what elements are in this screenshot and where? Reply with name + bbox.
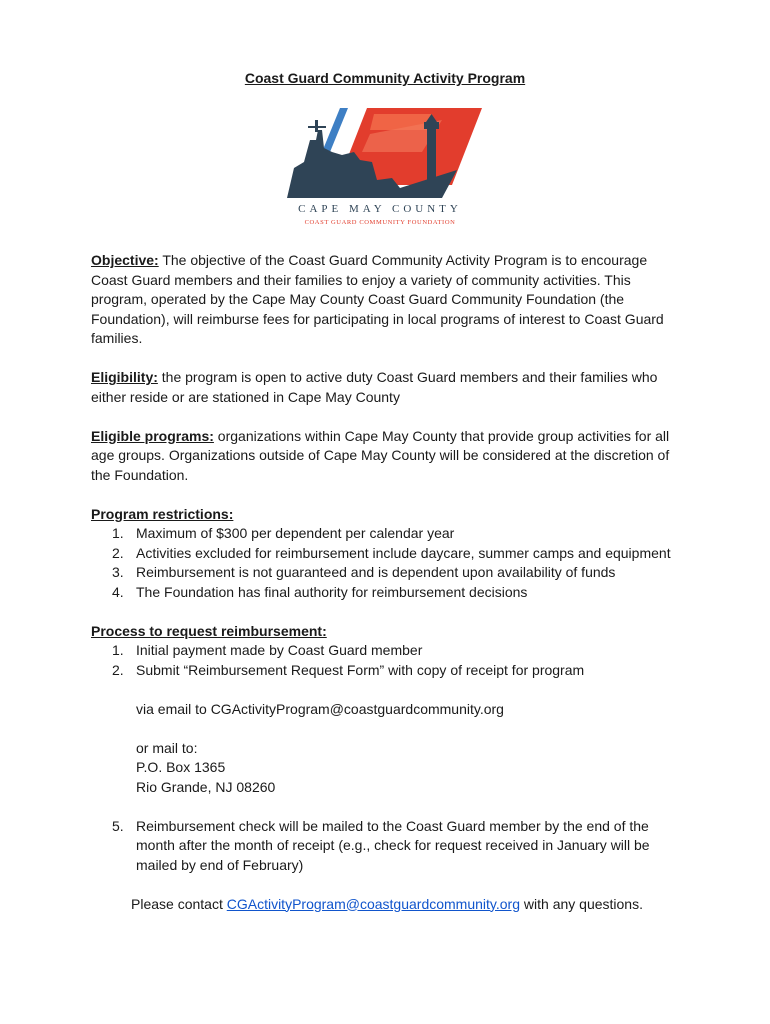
logo-blue-stripe xyxy=(322,108,348,152)
contact-suffix: with any questions. xyxy=(520,895,643,912)
page-title: Coast Guard Community Activity Program xyxy=(244,70,526,86)
restrictions-heading: Program restrictions: xyxy=(91,505,234,522)
email-instruction: via email to CGActivityProgram@coastguardcommunity.org xyxy=(136,700,504,717)
list-number: 2. xyxy=(112,661,124,678)
list-number: 4. xyxy=(112,583,124,600)
list-item xyxy=(91,524,681,544)
objective-text: The objective of the Coast Guard Community Activity Program is to encourage Coast Guard members and their families to enjoy a variety of community activities. This program, operated by the Cape May County Coast Guard Community Foundation (the Foundation), will reimburse fees for participating in local programs of interest to Coast Guard families. xyxy=(91,252,664,346)
logo-lighthouse xyxy=(427,128,436,188)
list-item xyxy=(91,817,681,876)
address-line-2: Rio Grande, NJ 08260 xyxy=(136,778,276,795)
eligibility-label: Eligibility: xyxy=(91,369,158,385)
process-section xyxy=(91,622,681,876)
list-text: Activities excluded for reimbursement include daycare, summer camps and equipment xyxy=(136,544,671,561)
list-number: 2. xyxy=(112,544,124,561)
process-list xyxy=(91,641,681,680)
list-item xyxy=(91,563,681,583)
mail-intro: or mail to: xyxy=(136,739,198,756)
eligibility-text: the program is open to active duty Coast Guard members and their families who either reside or are stationed in Cape May County xyxy=(91,369,658,405)
contact-line xyxy=(91,895,681,915)
cape-may-logo xyxy=(282,100,482,228)
list-number: 1. xyxy=(112,525,124,541)
list-text: The Foundation has final authority for reimbursement decisions xyxy=(136,583,528,600)
list-text: Reimbursement check will be mailed to the Coast Guard member by the end of the month after the month of receipt (e.g., check for request received in January will be mailed by end of February) xyxy=(136,817,650,873)
list-text: Initial payment made by Coast Guard member xyxy=(136,642,423,658)
list-item xyxy=(91,583,681,603)
process-heading: Process to request reimbursement: xyxy=(91,622,327,639)
list-item xyxy=(91,661,681,681)
list-number: 1. xyxy=(112,642,124,658)
objective-label: Objective: xyxy=(91,252,159,268)
list-item xyxy=(91,641,681,661)
list-text: Submit “Reimbursement Request Form” with copy of receipt for program xyxy=(136,661,585,678)
eligible-programs-text: organizations within Cape May County that provide group activities for all age groups. Organizations outside of Cape May County will be considered at the discretion of the Foundation. xyxy=(91,427,670,483)
restrictions-list xyxy=(91,524,681,602)
list-text: Maximum of $300 per dependent per calendar year xyxy=(136,525,455,541)
contact-prefix: Please contact xyxy=(131,895,227,912)
list-number: 5. xyxy=(112,817,124,834)
document-body xyxy=(91,251,681,914)
contact-email-link[interactable]: CGActivityProgram@coastguardcommunity.org xyxy=(226,895,521,912)
list-number: 3. xyxy=(112,564,124,580)
eligible-programs-label: Eligible programs: xyxy=(91,427,214,444)
eligibility-paragraph xyxy=(91,368,681,407)
logo-line1: CAPE MAY COUNTY xyxy=(298,203,462,215)
list-item xyxy=(91,544,681,564)
list-text: Reimbursement is not guaranteed and is dependent upon availability of funds xyxy=(136,564,616,580)
eligible-programs-paragraph xyxy=(91,427,681,486)
logo-line2: COAST GUARD COMMUNITY FOUNDATION xyxy=(304,219,456,226)
objective-paragraph xyxy=(91,251,681,349)
restrictions-section xyxy=(91,505,681,603)
process-list-continued xyxy=(91,817,681,876)
address-line-1: P.O. Box 1365 xyxy=(136,759,226,775)
